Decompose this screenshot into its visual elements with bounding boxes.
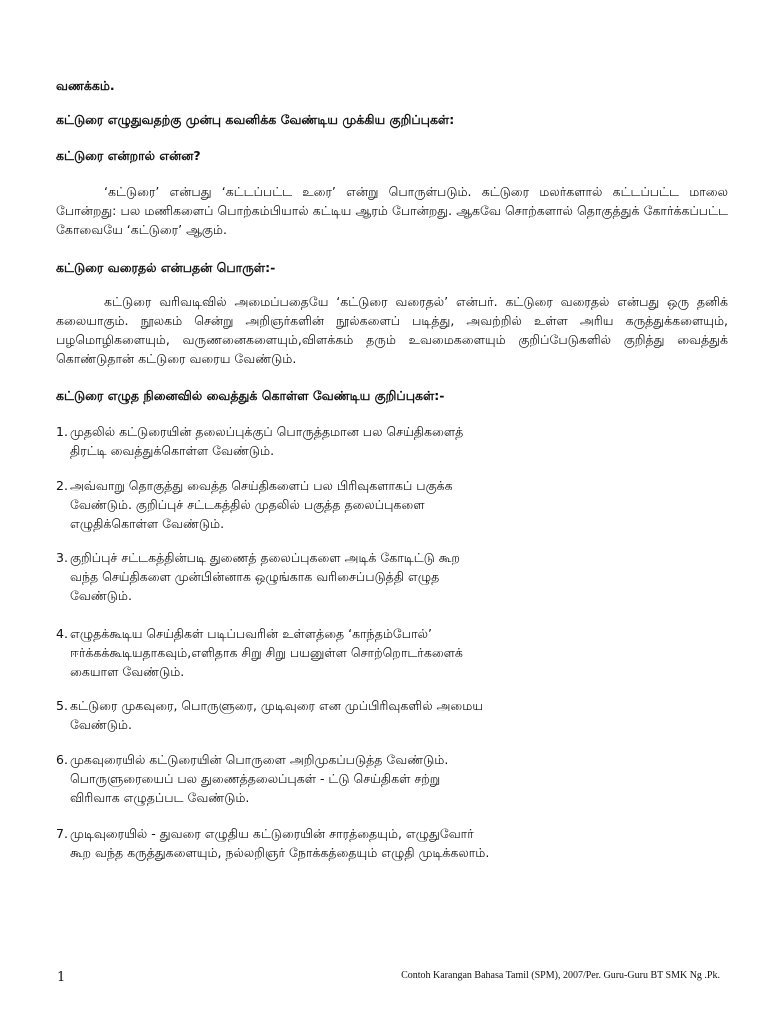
- list-item-line: வேண்டும்.: [70, 717, 132, 732]
- list-item-line: கையாள வேண்டும்.: [70, 664, 185, 679]
- list-item-line: குறிப்புச் சட்டகத்தின்படி துணைத் தலைப்புகளை அடிக் கோடிட்டு கூற: [70, 550, 460, 565]
- heading-points: கட்டுரை எழுத நினைவில் வைத்துக் கொள்ள வேண்டிய குறிப்புகள்:-: [56, 388, 445, 403]
- list-item-line: முகவுரையில் கட்டுரையின் பொருளை அறிமுகப்படுத்த வேண்டும்.: [70, 752, 449, 767]
- heading-what: கட்டுரை என்றால் என்ன?: [56, 148, 201, 163]
- list-item-line: முடிவுரையில் - துவரை எழுதிய கட்டுரையின் சாரத்தையும், எழுதுவோர்: [70, 826, 474, 841]
- list-item-number: 5.: [56, 698, 68, 713]
- list-item: [56, 624, 576, 681]
- heading-main: கட்டுரை எழுதுவதற்கு முன்பு கவனிக்க வேண்டிய முக்கிய குறிப்புகள்:: [56, 112, 455, 127]
- list-item-line: முதலில் கட்டுரையின் தலைப்புக்குப் பொருத்தமான பல செய்திகளைத்: [70, 424, 464, 439]
- paragraph-meaning: கட்டுரை வரிவடிவில் அமைப்பதையே ‘கட்டுரை வரைதல்’ என்பர். கட்டுரை வரைதல் என்பது ஒரு தனிக் கலையாகும். நூலகம் சென்று அறிஞர்களின் நூல்களைப் படித்து, அவற்றில் உள்ள அரிய கருத்துக்களையும், பழமொழிகளையும், வருணனைகளையும்,விளக்கம் தரும் உவமைகளையும் குறிப்பேடுகளில் குறித்து வைத்துக் கொண்டுதான் கட்டுரை வரைய வேண்டும்.: [56, 294, 728, 366]
- list-item: [56, 422, 576, 460]
- list-item: [56, 750, 576, 807]
- list-item-line: எழுதக்கூடிய செய்திகள் படிப்பவரின் உள்ளத்தை ‘காந்தம்போல்’: [70, 626, 432, 641]
- list-item-line: கூற வந்த கருத்துகளையும், நல்லறிஞர் நோக்கத்தையும் எழுதி முடிக்கலாம்.: [70, 845, 490, 860]
- list-item-number: 6.: [56, 752, 68, 767]
- list-item-line: வேண்டும். குறிப்புச் சட்டகத்தில் முதலில் பகுத்த தலைப்புகளை: [70, 497, 425, 512]
- page-number: 1: [57, 970, 66, 985]
- list-item: [56, 548, 576, 605]
- list-item-number: 1.: [56, 424, 68, 439]
- paragraph-what: ‘கட்டுரை’ என்பது ‘கட்டப்பட்ட உரை’ என்று பொருள்படும். கட்டுரை மலர்களால் கட்டப்பட்ட மாலை போன்றது: பல மணிகளைப் பொற்கம்பியால் கட்டிய ஆரம் போன்றது. ஆகவே சொற்களால் தொகுத்துக் கோர்க்கப்பட்ட கோவையே ‘கட்டுரை’ ஆகும்.: [56, 184, 728, 237]
- list-item: [56, 824, 616, 862]
- list-item-line: திரட்டி வைத்துக்கொள்ள வேண்டும்.: [70, 443, 275, 458]
- list-item-line: வந்த செய்திகளை முன்பின்னாக ஒழுங்காக வரிசைப்படுத்தி எழுத: [70, 569, 440, 584]
- greeting: வணக்கம்.: [56, 78, 115, 93]
- list-item-line: விரிவாக எழுதப்பட வேண்டும்.: [70, 790, 250, 805]
- list-item-number: 4.: [56, 626, 68, 641]
- list-item-line: பொருளுரையைப் பல துணைத்தலைப்புகள் - ட்டு செய்திகள் சற்று: [70, 771, 441, 786]
- list-item-line: அவ்வாறு தொகுத்து வைத்த செய்திகளைப் பல பிரிவுகளாகப் பகுக்க: [70, 478, 453, 493]
- list-item: [56, 476, 576, 533]
- heading-meaning: கட்டுரை வரைதல் என்பதன் பொருள்:-: [56, 260, 276, 275]
- footer-source: Contoh Karangan Bahasa Tamil (SPM), 2007/Per. Guru-Guru BT SMK Ng .Pk.: [401, 970, 720, 981]
- list-item-line: ஈர்க்கக்கூடியதாகவும்,எளிதாக சிறு சிறு பயனுள்ள சொற்றொடர்களைக்: [70, 645, 463, 660]
- list-item-number: 3.: [56, 550, 68, 565]
- list-item-line: கட்டுரை முகவுரை, பொருளுரை, முடிவுரை என முப்பிரிவுகளில் அமைய: [70, 698, 484, 713]
- list-item: [56, 696, 576, 734]
- list-item-number: 7.: [56, 826, 68, 841]
- list-item-line: எழுதிக்கொள்ள வேண்டும்.: [70, 516, 225, 531]
- list-item-line: வேண்டும்.: [70, 588, 132, 603]
- list-item-number: 2.: [56, 478, 68, 493]
